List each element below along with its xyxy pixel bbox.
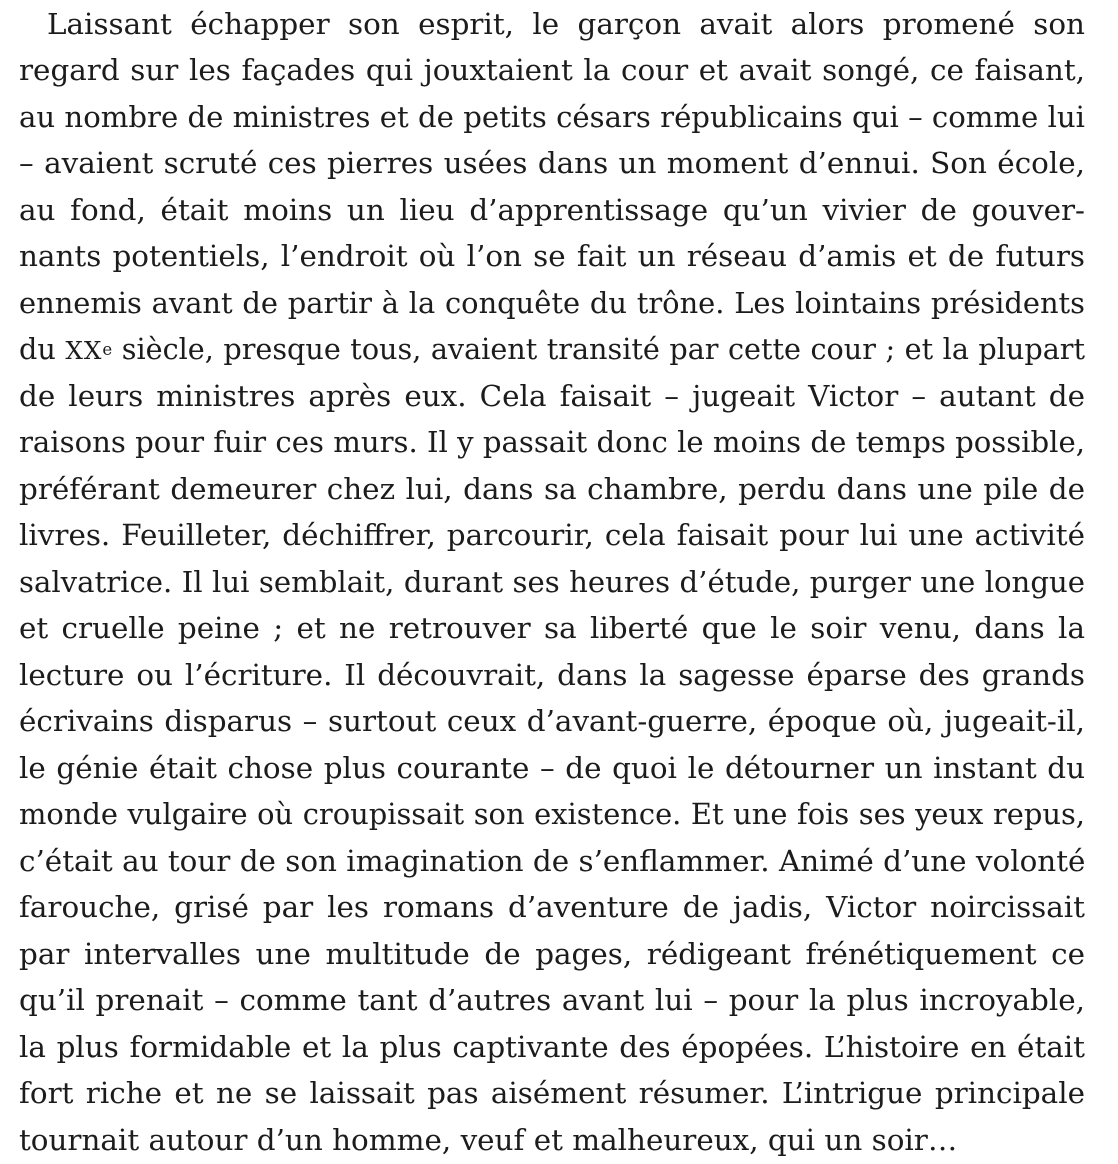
text-line: qu’il prenait – comme tant d’autres avant lui – pour la plus incroyable, [19,983,1085,1017]
text-line: ennemis avant de partir à la conquête du trône. Les lointains présidents [19,286,1085,320]
text-line: raisons pour fuir ces murs. Il y passait donc le moins de temps possible, [19,425,1085,459]
text-line: farouche, grisé par les romans d’aventure de jadis, Victor noircissait [19,890,1085,924]
text-line: lecture ou l’écriture. Il découvrait, dans la sagesse éparse des grands [19,658,1085,692]
text-line: – avaient scruté ces pierres usées dans un moment d’ennui. Son école, [19,146,1085,180]
century-prefix: du [19,332,66,366]
text-line: nants potentiels, l’endroit où l’on se fait un réseau d’amis et de futurs [19,239,1085,273]
text-line: par intervalles une multitude de pages, rédigeant frénétiquement ce [19,937,1085,971]
text-line: et cruelle peine ; et ne retrouver sa liberté que le soir venu, dans la [19,611,1085,645]
text-line: monde vulgaire où croupissait son existence. Et une fois ses yeux repus, [19,797,1085,831]
text-line: c’était au tour de son imagination de s’enflammer. Animé d’une volonté [19,844,1085,878]
text-line: livres. Feuilleter, déchiffrer, parcourir, cela faisait pour lui une activité [19,518,1085,552]
text-line: préférant demeurer chez lui, dans sa chambre, perdu dans une pile de [19,472,1085,506]
text-line: au fond, était moins un lieu d’apprentissage qu’un vivier de gouver- [19,193,1085,227]
text-line-last: tournait autour d’un homme, veuf et malheureux, qui un soir… [19,1123,958,1157]
document-page [19,0,1085,1164]
text-line: regard sur les façades qui jouxtaient la cour et avait songé, ce faisant, [19,53,1085,87]
text-line: fort riche et ne se laissait pas aisément résumer. L’intrigue principale [19,1076,1085,1110]
century-superscript: e [102,339,113,359]
text-line-century [19,327,1085,371]
text-line: de leurs ministres après eux. Cela faisait – jugeait Victor – autant de [19,379,1085,413]
text-line: la plus formidable et la plus captivante des épopées. L’histoire en était [19,1030,1085,1064]
text-line: écrivains disparus – surtout ceux d’avant-guerre, époque où, jugeait-il, [19,704,1085,738]
century-numeral: XX [65,336,103,365]
text-line: Laissant échapper son esprit, le garçon avait alors promené son [47,7,1085,41]
text-line: au nombre de ministres et de petits césars républicains qui – comme lui [19,100,1085,134]
century-suffix: siècle, presque tous, avaient transité par cette cour ; et la plupart [112,332,1085,366]
text-line: salvatrice. Il lui semblait, durant ses heures d’étude, purger une longue [19,565,1085,599]
text-line: le génie était chose plus courante – de quoi le détourner un instant du [19,751,1085,785]
